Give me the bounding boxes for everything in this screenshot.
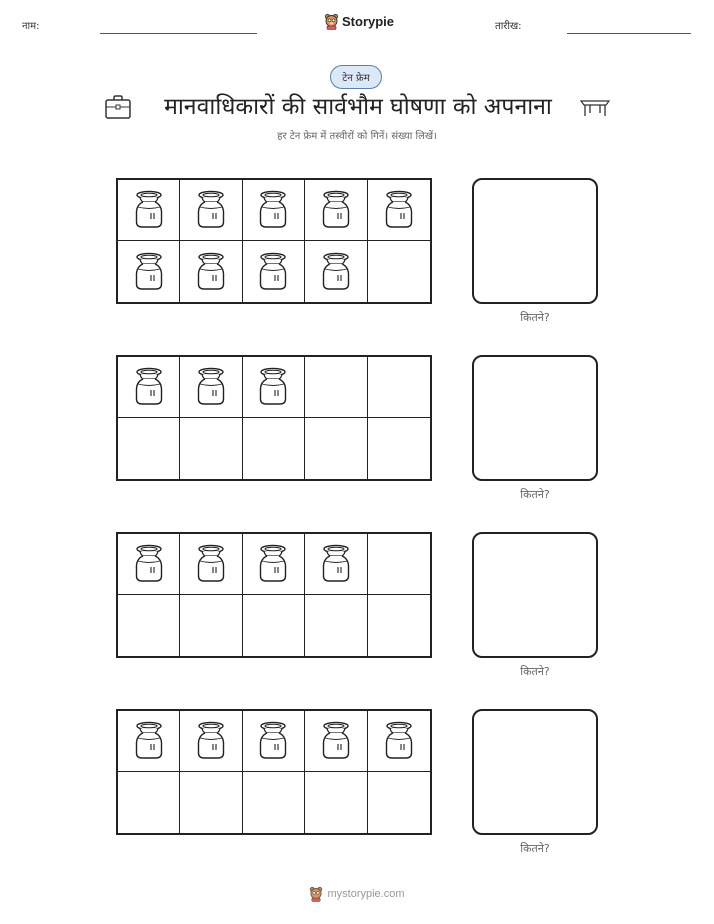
jar-icon: [133, 190, 165, 230]
frame-cell: [118, 595, 180, 656]
jar-icon: [320, 544, 352, 584]
answer-box[interactable]: [472, 709, 598, 835]
jar-icon: [383, 190, 415, 230]
briefcase-icon: [104, 94, 132, 120]
jar-icon: [195, 190, 227, 230]
frame-cell: [180, 595, 242, 656]
frame-cell: [243, 180, 305, 241]
frame-cell: [180, 534, 242, 595]
frame-cell: [305, 711, 367, 772]
jar-icon: [383, 721, 415, 761]
frame-cell: [180, 711, 242, 772]
frame-cell: [180, 418, 242, 479]
jar-icon: [133, 252, 165, 292]
frame-cell: [118, 241, 180, 302]
ten-frame: [116, 178, 432, 304]
frame-cell: [368, 241, 430, 302]
jar-icon: [320, 252, 352, 292]
table-icon: [578, 96, 612, 118]
answer-label: कितने?: [520, 311, 550, 324]
title-row: [0, 90, 714, 124]
ten-frame: [116, 709, 432, 835]
frame-cell: [368, 180, 430, 241]
name-label: नाम:: [22, 21, 40, 32]
jar-icon: [257, 721, 289, 761]
answer-label: कितने?: [520, 665, 550, 678]
frame-cell: [180, 772, 242, 833]
frame-cell: [118, 180, 180, 241]
name-line[interactable]: [100, 33, 257, 34]
jar-icon: [257, 190, 289, 230]
jar-icon: [257, 544, 289, 584]
frame-cell: [243, 357, 305, 418]
jar-icon: [133, 367, 165, 407]
answer-box[interactable]: [472, 178, 598, 304]
footer-url: mystorypie.com: [327, 888, 405, 900]
jar-icon: [195, 544, 227, 584]
topic-badge: टेन फ्रेम: [330, 65, 382, 89]
jar-icon: [257, 252, 289, 292]
frame-cell: [305, 241, 367, 302]
jar-icon: [195, 721, 227, 761]
frame-cell: [243, 711, 305, 772]
frame-cell: [180, 241, 242, 302]
date-line[interactable]: [567, 33, 691, 34]
jar-icon: [257, 367, 289, 407]
frame-cell: [243, 595, 305, 656]
footer: [0, 886, 714, 902]
jar-icon: [195, 367, 227, 407]
answer-label: कितने?: [520, 488, 550, 501]
frame-cell: [118, 772, 180, 833]
frame-cell: [243, 772, 305, 833]
frame-cell: [243, 418, 305, 479]
jar-icon: [320, 190, 352, 230]
bear-mascot-icon: [324, 13, 339, 30]
frame-cell: [368, 534, 430, 595]
frame-cell: [368, 418, 430, 479]
jar-icon: [133, 544, 165, 584]
answer-box[interactable]: [472, 355, 598, 481]
jar-icon: [320, 721, 352, 761]
frame-cell: [368, 357, 430, 418]
jar-icon: [195, 252, 227, 292]
frame-cell: [243, 534, 305, 595]
frame-cell: [118, 711, 180, 772]
bear-mascot-icon: [309, 886, 323, 902]
frame-cell: [305, 534, 367, 595]
frame-cell: [305, 418, 367, 479]
jar-icon: [133, 721, 165, 761]
instructions: हर टेन फ्रेम में तस्वीरों को गिनें। संख्या लिखें।: [277, 131, 437, 142]
frame-cell: [368, 595, 430, 656]
frame-cell: [305, 357, 367, 418]
date-label: तारीख:: [495, 21, 522, 32]
frame-cell: [368, 772, 430, 833]
frame-cell: [118, 418, 180, 479]
page-title: मानवाधिकारों की सार्वभौम घोषणा को अपनाना: [164, 94, 552, 120]
ten-frame: [116, 532, 432, 658]
brand-logo: [324, 13, 394, 30]
frame-cell: [305, 772, 367, 833]
frame-cell: [368, 711, 430, 772]
frame-cell: [305, 180, 367, 241]
frame-cell: [118, 357, 180, 418]
answer-box[interactable]: [472, 532, 598, 658]
ten-frame: [116, 355, 432, 481]
frame-cell: [118, 534, 180, 595]
frame-cell: [180, 357, 242, 418]
frame-cell: [243, 241, 305, 302]
answer-label: कितने?: [520, 842, 550, 855]
frame-cell: [305, 595, 367, 656]
frame-cell: [180, 180, 242, 241]
brand-name: Storypie: [342, 14, 395, 29]
